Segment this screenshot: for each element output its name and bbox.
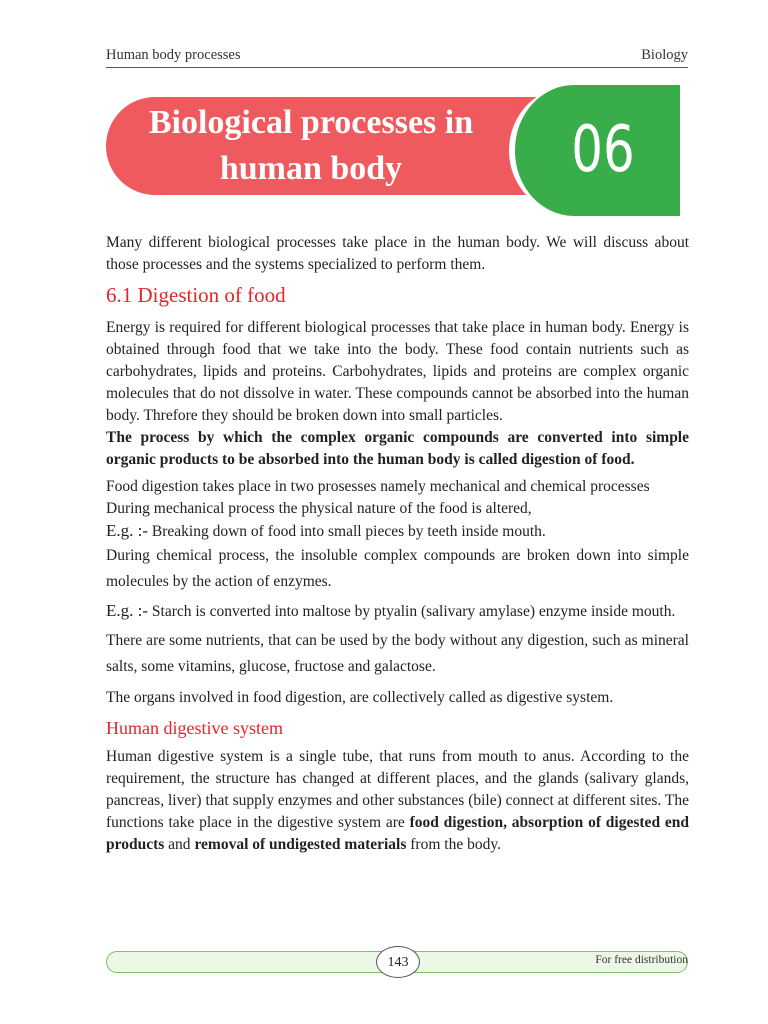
chapter-title-line2: human body bbox=[219, 150, 403, 187]
intro-paragraph: Many different biological processes take place in the human body. We will discuss about those processes and the systems specialized to perform them. bbox=[106, 234, 689, 273]
chapter-title-line1: Biological processes in bbox=[148, 104, 474, 141]
running-header-subject: Biology bbox=[641, 47, 688, 63]
body-paragraph: There are some nutrients, that can be used by the body without any digestion, such as mineral salts, some vitamins, glucose, fructose and galactose. bbox=[106, 632, 689, 675]
chapter-number: 06 bbox=[571, 113, 635, 187]
example-paragraph bbox=[106, 520, 689, 543]
header-divider bbox=[106, 67, 688, 68]
example-label: E.g. :- bbox=[106, 521, 149, 540]
page-body bbox=[106, 232, 689, 861]
section-heading: 6.1 Digestion of food bbox=[106, 283, 286, 307]
text-run: Human digestive system is a single tube, that runs from mouth to anus. According to the requirement, the structure has changed at different places, and the glands (salivary glands, pancreas, liver) that supply enzymes and other substances (bile) connect at different sites. The functions take place in the digestive system are bbox=[106, 748, 689, 831]
text-run: from the body. bbox=[406, 836, 501, 853]
text-run: and bbox=[164, 836, 195, 853]
body-paragraph: During mechanical process the physical nature of the food is altered, bbox=[106, 500, 532, 517]
example-text: Breaking down of food into small pieces by teeth inside mouth. bbox=[148, 523, 546, 540]
example-label: E.g. :- bbox=[106, 601, 149, 620]
body-paragraph: Food digestion takes place in two prosesses namely mechanical and chemical processes bbox=[106, 478, 650, 495]
running-header-chapter: Human body processes bbox=[106, 47, 241, 63]
definition-paragraph: The process by which the complex organic compounds are converted into simple organic products to be absorbed into the human body is called digestion of food. bbox=[106, 429, 689, 468]
example-text: Starch is converted into maltose by ptyalin (salivary amylase) enzyme inside mouth. bbox=[148, 603, 676, 620]
body-paragraph: During chemical process, the insoluble complex compounds are broken down into simple molecules by the action of enzymes. bbox=[106, 547, 689, 590]
subsection-heading: Human digestive system bbox=[106, 718, 283, 738]
bold-text-run: food digestion, absorption of digested end products bbox=[106, 814, 689, 853]
page-number: 143 bbox=[376, 946, 420, 978]
footer-note: For free distribution bbox=[595, 954, 688, 966]
body-paragraph bbox=[106, 746, 689, 856]
bold-text-run: removal of undigested materials bbox=[194, 836, 407, 853]
body-paragraph: The organs involved in food digestion, are collectively called as digestive system. bbox=[106, 689, 614, 706]
example-paragraph bbox=[106, 600, 689, 623]
body-paragraph: Energy is required for different biological processes that take place in human body. Energy is obtained through food that we take into the body. These food contain nutrients such as carbohydrates, lipids and proteins. Carbohydrates, lipids and proteins are complex organic molecules that do not dissolve in water. These compounds cannot be absorbed into the human body. Threfore they should be broken down into small particles. bbox=[106, 319, 689, 424]
chapter-title bbox=[106, 100, 516, 192]
